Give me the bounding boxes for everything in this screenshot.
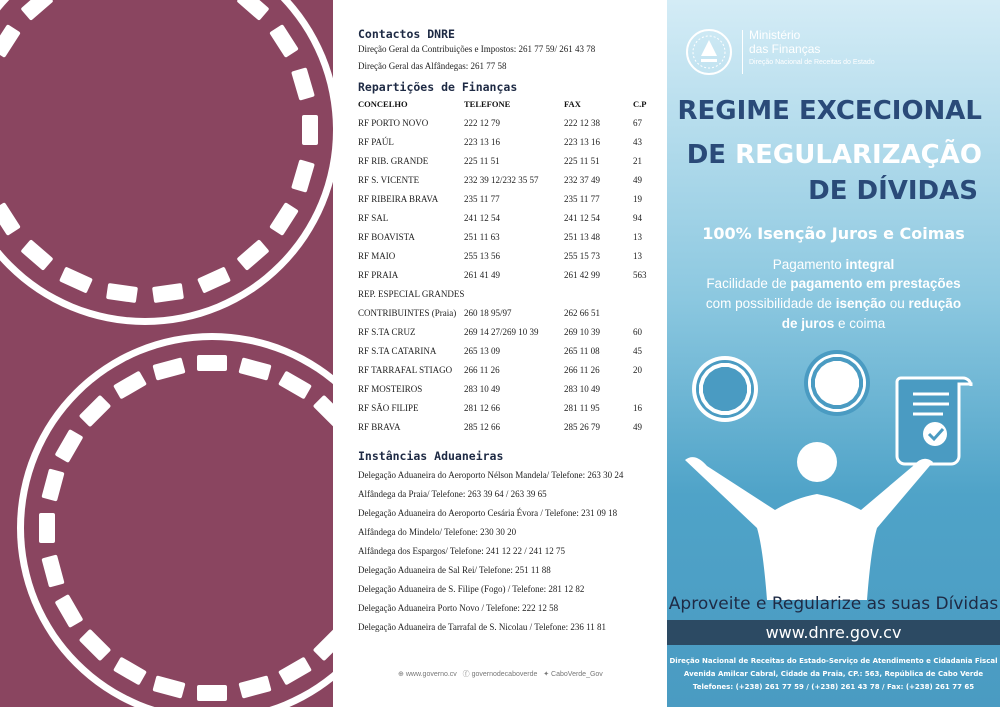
table-cell: 222 12 38 (564, 118, 600, 128)
table-row-name: RF PRAIA (358, 270, 399, 280)
ministry-line2: das Finanças (749, 42, 821, 56)
ministry-brand (685, 28, 985, 78)
table-cell: 281 12 66 (464, 403, 500, 413)
table-cell: 225 11 51 (464, 156, 500, 166)
table-row-name: RF S.TA CATARINA (358, 346, 437, 356)
table-row-name: CONTRIBUINTES (Praia) (358, 308, 457, 318)
table-header: C.P (633, 99, 647, 109)
badge-tick (302, 115, 318, 145)
table-row-name: RF SAL (358, 213, 389, 223)
table-cell: 251 13 48 (564, 232, 600, 242)
table-row-name: RF PAÚL (358, 137, 394, 147)
list-item: Alfândega dos Espargos/ Telefone: 241 12 22 / 241 12 75 (358, 546, 566, 556)
address-line2: Avenida Amilcar Cabral, Cidade da Praia, CP.: 563, República de Cabo Verde (683, 670, 984, 678)
list-item: Delegação Aduaneira de Sal Rei/ Telefone: 251 11 88 (358, 565, 551, 575)
list-item: Delegação Aduaneira Porto Novo / Telefone: 222 12 58 (358, 603, 559, 613)
badge-tick (197, 355, 227, 371)
table-cell: 281 11 95 (564, 403, 600, 413)
social-twitter[interactable]: CaboVerde_Gov (551, 671, 603, 678)
table-cell: 283 10 49 (564, 384, 600, 394)
globe-icon: ⊕ (398, 671, 404, 678)
list-item: Delegação Aduaneira de Tarrafal de S. Nicolau / Telefone: 236 11 81 (358, 622, 606, 632)
table-cell: 49 (633, 422, 642, 432)
table-cell: 261 42 99 (564, 270, 600, 280)
ministry-sub: Direção Nacional de Receitas do Estado (749, 59, 875, 66)
facebook-icon: ⓕ (462, 671, 470, 678)
title-line2 (687, 140, 982, 170)
title-line2-highlight: REGULARIZAÇÃO (735, 140, 982, 170)
list-item: Delegação Aduaneira do Aeroporto Nélson Mandela/ Telefone: 263 30 24 (358, 470, 624, 480)
desc-line2: Facilidade de pagamento em prestações (706, 276, 961, 291)
table-cell: 235 11 77 (564, 194, 600, 204)
table-cell: 223 13 16 (564, 137, 600, 147)
table-cell: 563 (633, 270, 647, 280)
receipt-icon (897, 378, 971, 464)
ministry-line1: Ministério (749, 28, 801, 42)
table-cell: 13 (633, 251, 642, 261)
desc-line1: Pagamento integral (772, 257, 895, 272)
table-row-name: RF PORTO NOVO (358, 118, 429, 128)
table-cell: 241 12 54 (564, 213, 600, 223)
table-row-name: RF S.TA CRUZ (358, 327, 416, 337)
table-cell: 94 (633, 213, 642, 223)
table-header: TELEFONE (464, 99, 511, 109)
table-cell: 285 26 79 (564, 422, 600, 432)
table-row-name: RF MOSTEIROS (358, 384, 423, 394)
left-panel (0, 0, 333, 707)
table-cell: 255 15 73 (564, 251, 600, 261)
list-item: Delegação Aduaneira de S. Filipe (Fogo) / Telefone: 281 12 82 (358, 584, 585, 594)
cabo-verde-seal-icon (685, 28, 733, 76)
table-header: CONCELHO (358, 99, 408, 109)
table-cell: 16 (633, 403, 642, 413)
person-figure (685, 442, 933, 600)
social-web[interactable]: www.governo.cv (405, 671, 457, 678)
badge-tick (39, 513, 55, 543)
table-cell: 19 (633, 194, 642, 204)
table-cell: 222 12 79 (464, 118, 500, 128)
social-facebook[interactable]: governodecaboverde (471, 671, 538, 678)
table-row-name: RF RIB. GRANDE (358, 156, 429, 166)
table-cell: 232 37 49 (564, 175, 600, 185)
table-row-name: REP. ESPECIAL GRANDES (358, 289, 465, 299)
table-row-name: RF S. VICENTE (358, 175, 420, 185)
desc-line4: de juros e coima (781, 316, 886, 331)
table-cell: 269 10 39 (564, 327, 600, 337)
table-cell: 21 (633, 156, 642, 166)
table-row-name: RF TARRAFAL STIAGO (358, 365, 453, 375)
table-cell: 260 18 95/97 (464, 308, 512, 318)
table-cell: 261 41 49 (464, 270, 500, 280)
badge-tick (197, 685, 227, 701)
table-cell: 262 66 51 (564, 308, 600, 318)
table-cell: 223 13 16 (464, 137, 500, 147)
title-line1: REGIME EXCECIONAL (677, 96, 982, 126)
list-item: Alfândega do Mindelo/ Telefone: 230 30 20 (358, 527, 517, 537)
table-cell: 45 (633, 346, 642, 356)
address-line1: Direção Nacional de Receitas do Estado-Serviço de Atendimento e Cidadania Fiscal (669, 657, 998, 665)
table-cell: 265 13 09 (464, 346, 500, 356)
table-header: FAX (564, 99, 581, 109)
table-row-name: RF BOAVISTA (358, 232, 415, 242)
contacts-panel (333, 0, 667, 707)
title-line3: DE DÍVIDAS (808, 176, 978, 206)
table-cell: 13 (633, 232, 642, 242)
contacts-title: Contactos DNRE (358, 27, 455, 41)
table-cell: 43 (633, 137, 642, 147)
list-item: Delegação Aduaneira do Aeroporto Cesária Évora / Telefone: 231 09 18 (358, 508, 618, 518)
campaign-panel (667, 0, 1000, 707)
mini-badge-icon (690, 354, 760, 424)
contact-line: Direção Geral da Contribuições e Impostos: 261 77 59/ 261 43 78 (358, 44, 596, 54)
table-cell: 266 11 26 (564, 365, 600, 375)
reparticoes-title: Repartições de Finanças (358, 80, 518, 94)
table-cell: 255 13 56 (464, 251, 500, 261)
table-cell: 235 11 77 (464, 194, 500, 204)
call-to-action: Aproveite e Regularize as suas Dívidas (668, 594, 999, 614)
table-cell: 266 11 26 (464, 365, 500, 375)
table-cell: 20 (633, 365, 642, 375)
contact-line: Direção Geral das Alfândegas: 261 77 58 (358, 61, 507, 71)
table-cell: 225 11 51 (564, 156, 600, 166)
table-cell: 265 11 08 (564, 346, 600, 356)
table-row-name: RF MAIO (358, 251, 396, 261)
table-cell: 283 10 49 (464, 384, 500, 394)
twitter-icon: ✦ (543, 671, 550, 678)
table-cell: 285 12 66 (464, 422, 500, 432)
list-item: Alfândega da Praia/ Telefone: 263 39 64 / 263 39 65 (358, 489, 547, 499)
table-row-name: RF RIBEIRA BRAVA (358, 194, 439, 204)
table-cell: 241 12 54 (464, 213, 500, 223)
table-cell: 60 (633, 327, 642, 337)
social-footer (398, 669, 603, 679)
website-link[interactable]: www.dnre.gov.cv (667, 620, 1000, 645)
headline: 100% Isenção Juros e Coimas (702, 224, 965, 243)
table-cell: 49 (633, 175, 642, 185)
mini-badge-icon (802, 348, 872, 418)
table-cell: 251 11 63 (464, 232, 500, 242)
table-row-name: RF BRAVA (358, 422, 401, 432)
title-line2-prefix: DE (686, 140, 736, 170)
desc-line3: com possibilidade de isenção ou redução (705, 296, 962, 311)
table-cell: 67 (633, 118, 642, 128)
table-row-name: RF SÃO FILIPE (358, 403, 419, 413)
instancias-title: Instâncias Aduaneiras (358, 449, 504, 463)
table-cell: 269 14 27/269 10 39 (464, 327, 539, 337)
brand-divider (742, 30, 743, 74)
address-line3: Telefones: (+238) 261 77 59 / (+238) 261 43 78 / Fax: (+238) 261 77 65 (692, 683, 975, 691)
table-cell: 232 39 12/232 35 57 (464, 175, 539, 185)
